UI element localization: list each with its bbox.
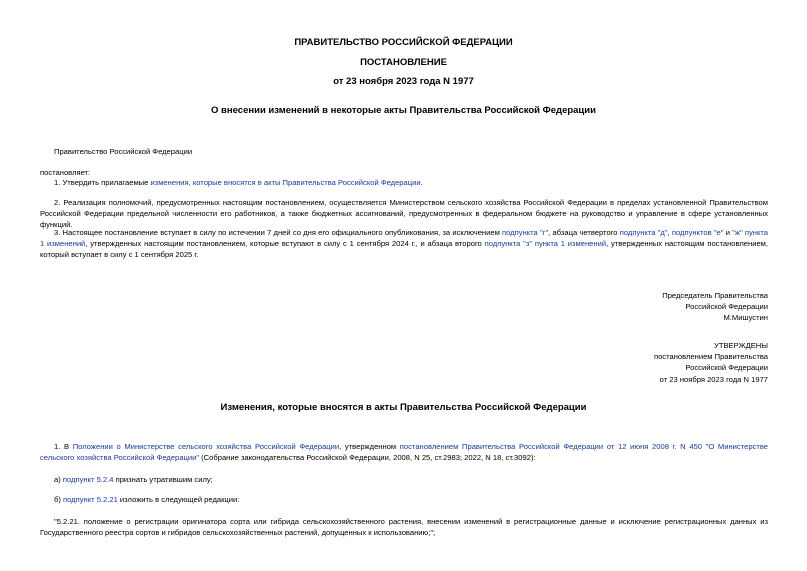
- p3-text-a: 3. Настоящее постановление вступает в силу по истечении 7 дней со дня его официального опубликования, за исключением: [54, 228, 503, 237]
- p1-suffix: .: [420, 178, 423, 187]
- sa-prefix: а): [54, 475, 63, 484]
- sb-prefix: б): [54, 495, 63, 504]
- signature-name: М.Мишустин: [723, 313, 768, 323]
- intro-text: Правительство Российской Федерации: [54, 147, 193, 156]
- p1-prefix: 1. Утвердить прилагаемые: [54, 178, 151, 187]
- subpoint-a: [40, 474, 768, 485]
- p3-text-d: и: [723, 228, 733, 237]
- approved-date: от 23 ноября 2023 года N 1977: [659, 374, 768, 384]
- document-date: от 23 ноября 2023 года N 1977: [333, 76, 474, 87]
- approved-by: постановлением Правительства: [653, 352, 768, 362]
- cp1-text-c: (Собрание законодательства Российской Федерации, 2008, N 25, ст.2983; 2022, N 18, ст.3092):: [199, 453, 536, 463]
- p3-text-f: , утвержденных настоящим постановлением, который вступает в силу с 1 сентября 2025 г.: [40, 239, 768, 260]
- paragraph-3: [40, 227, 768, 261]
- government-heading: ПРАВИТЕЛЬСТВО РОССИЙСКОЙ ФЕДЕРАЦИИ: [294, 37, 513, 48]
- subpoint-5-2-4-link[interactable]: подпункт 5.2.4: [62, 475, 114, 484]
- p3-text-e: , утвержденных настоящим постановлением, которые вступают в силу с 1 сентября 2024 г., и абзаца второго: [85, 239, 485, 249]
- regulation-link[interactable]: Положении о Министерстве сельского хозяйства Российской Федерации: [72, 442, 340, 451]
- subpoint-g-link[interactable]: подпункта "г": [502, 228, 549, 237]
- quoted-text: "5.2.21. положение о регистрации оригинатора сорта или гибрида сельскохозяйственного растения, внесении изменений в регистрационные данные и исключение регистрационных данных из Государственного реестра сортов и гибридов сельскохозяйственных растений, допущенных к использованию;";: [40, 517, 768, 538]
- signature-country: Российской Федерации: [685, 302, 768, 312]
- subpoint-zh-link[interactable]: "ж" пункта 1 изменений: [40, 228, 768, 249]
- paragraph-1: [40, 177, 768, 188]
- subpoint-e-link[interactable]: подпунктов "е": [671, 228, 724, 237]
- signature-position: Председатель Правительства: [662, 291, 768, 300]
- changes-paragraph-1: [40, 441, 768, 463]
- subpoint-5-2-21-link[interactable]: подпункт 5.2.21: [63, 495, 118, 504]
- document-title: О внесении изменений в некоторые акты Правительства Российской Федерации: [211, 105, 596, 116]
- cp1-text-b: , утвержденном: [339, 442, 400, 451]
- subpoint-b: [40, 494, 768, 505]
- sb-suffix: изложить в следующей редакции:: [117, 495, 240, 504]
- approved-country: Российской Федерации: [685, 363, 768, 373]
- changes-title: Изменения, которые вносятся в акты Правительства Российской Федерации: [220, 402, 587, 413]
- p3-text-b: , абзаца четвертого: [548, 228, 620, 237]
- decree-450-link[interactable]: постановлением Правительства Российской Федерации от 12 июня 2008 г. N 450 "О Министерстве сельского хозяйства Российской Федерации": [40, 442, 768, 463]
- subpoint-d-link[interactable]: подпункта "д": [619, 228, 668, 237]
- paragraph-2: 2. Реализация полномочий, предусмотренных настоящим постановлением, осуществляется Министерством сельского хозяйства Российской Федерации в пределах установленной Правительством Российской Федерации предельной численности его работников, а также бюджетных ассигнований, предусмотренных в федеральном бюджете на руководство и управление в сфере установленных функций.: [40, 198, 768, 230]
- signature-block: [662, 290, 768, 324]
- p3-text-c: ,: [667, 228, 672, 237]
- changes-link[interactable]: изменения, которые вносятся в акты Правительства Российской Федерации: [150, 178, 421, 187]
- cp1-text-a: 1. В: [54, 442, 73, 451]
- document-type: ПОСТАНОВЛЕНИЕ: [360, 57, 447, 68]
- resolves-text: постановляет:: [40, 168, 91, 177]
- approved-label: УТВЕРЖДЕНЫ: [714, 341, 768, 350]
- subpoint-z-link[interactable]: подпункта "з" пункта 1 изменений: [484, 239, 607, 249]
- approved-block: [654, 340, 768, 385]
- sa-suffix: признать утратившим силу;: [113, 475, 213, 484]
